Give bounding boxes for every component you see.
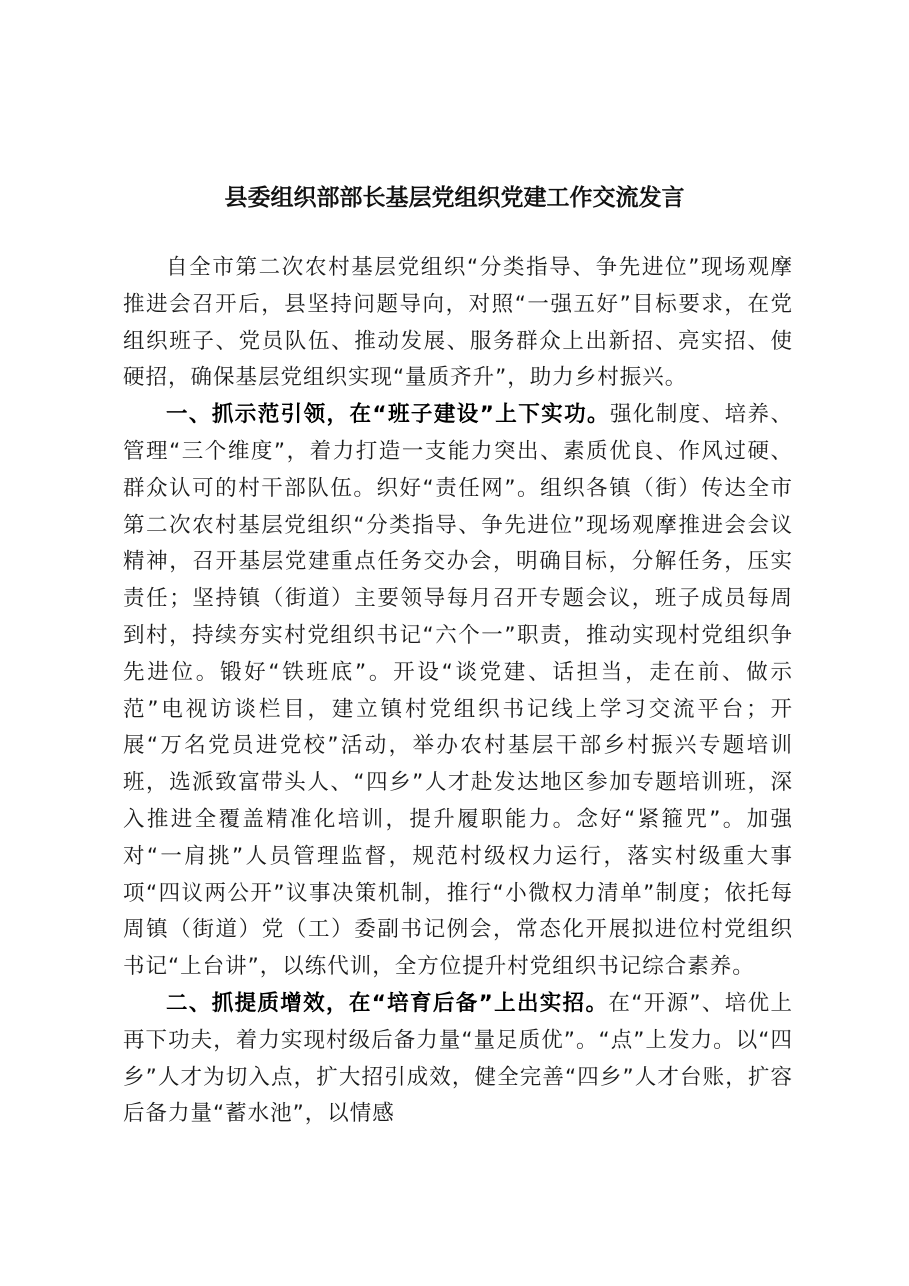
paragraph-section-two [123,986,793,1133]
paragraph-text: 强化制度、培养、管理“三个维度”，着力打造一支能力突出、素质优良、作风过硬、群众认可的村干部队伍。织好“责任网”。组织各镇（街）传达全市第二次农村基层党组织“分类指导、争先进位”现场观摩推进会会议精神，召开基层党建重点任务交办会，明确目标，分解任务，压实责任；坚持镇（街道）主要领导每月召开专题会议，班子成员每周到村，持续夯实村党组织书记“六个一”职责，推动实现村党组织争先进位。锻好“铁班底”。开设“谈党建、话担当，走在前、做示范”电视访谈栏目，建立镇村党组织书记线上学习交流平台；开展“万名党员进党校”活动，举办农村基层干部乡村振兴专题培训班，选派致富带头人、“四乡”人才赴发达地区参加专题培训班，深入推进全覆盖精准化培训，提升履职能力。念好“紧箍咒”。加强对“一肩挑”人员管理监督，规范村级权力运行，落实村级重大事项“四议两公开”议事决策机制，推行“小微权力清单”制度；依托每周镇（街道）党（工）委副书记例会，常态化开展拟进位村党组织书记“上台讲”，以练代训，全方位提升村党组织书记综合素养。 [123,402,793,980]
paragraph-section-one [123,397,793,986]
paragraph-text: 在“开源”、培优上再下功夫，着力实现村级后备力量“量足质优”。“点”上发力。以“四乡”人才为切入点，扩大招引成效，健全完善“四乡”人才台账，扩容后备力量“蓄水池”，以情感 [123,990,793,1127]
document-title: 县委组织部部长基层党组织党建工作交流发言 [224,184,685,211]
paragraph-intro [123,250,793,397]
section-heading-one: 一、抓示范引领，在“班子建设”上下实功。 [166,402,610,428]
section-heading-two: 二、抓提质增效，在“培育后备”上出实招。 [166,990,609,1016]
paragraph-text: 自全市第二次农村基层党组织“分类指导、争先进位”现场观摩推进会召开后，县坚持问题导向，对照“一强五好”目标要求，在党组织班子、党员队伍、推动发展、服务群众上出新招、亮实招、使硬招，确保基层党组织实现“量质齐升”，助力乡村振兴。 [123,255,793,391]
document-body [123,250,793,1133]
